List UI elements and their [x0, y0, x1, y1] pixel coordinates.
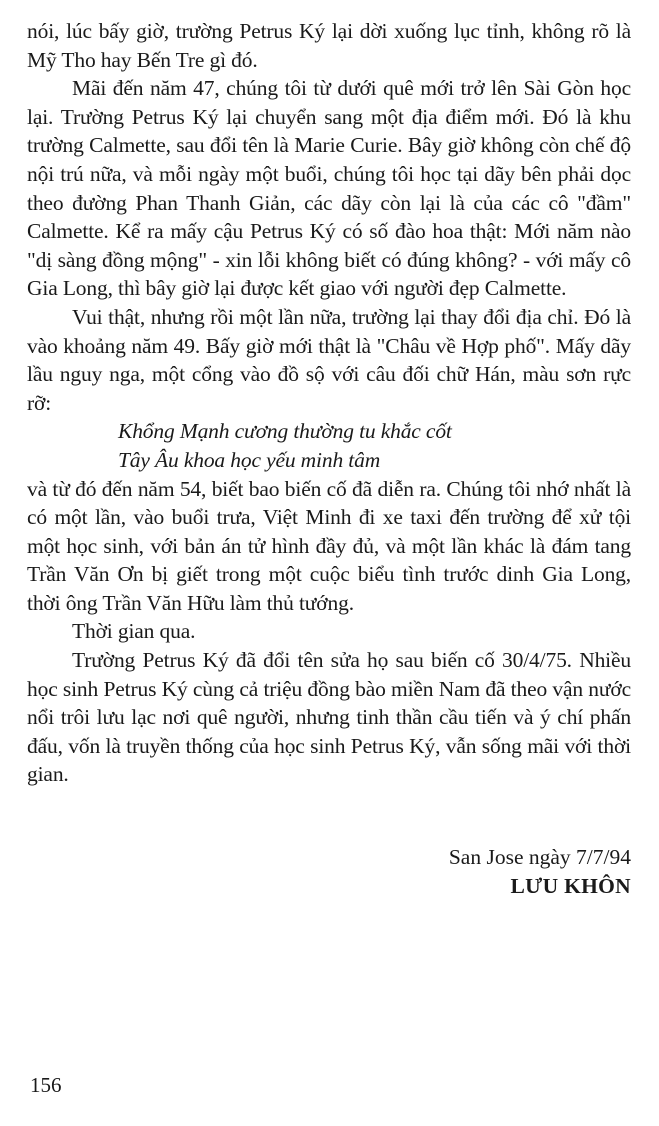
paragraph: Trường Petrus Ký đã đổi tên sửa họ sau biến cố 30/4/75. Nhiều học sinh Petrus Ký cùng cả triệu đồng bào miền Nam đã theo vận nước nổi trôi lưu lạc nơi quê người, nhưng tinh thần cầu tiến và ý chí phấn đấu, vốn là truyền thống của học sinh Petrus Ký, vẫn sống mãi với thời gian. [27, 648, 631, 787]
paragraph: Vui thật, nhưng rồi một lần nữa, trường lại thay đổi địa chỉ. Đó là vào khoảng năm 49. Bấy giờ mới thật là "Châu về Hợp phố". Mấy dãy lầu nguy nga, một cổng vào đồ sộ với câu đối chữ Hán, màu sơn rực rỡ: [27, 304, 631, 415]
page-number: 156 [30, 1073, 62, 1097]
page-body [27, 17, 631, 789]
signature-author: LƯU KHÔN [510, 873, 631, 898]
couplet-line: Tây Âu khoa học yếu minh tâm [118, 447, 381, 472]
couplet-line: Khổng Mạnh cương thường tu khắc cốt [118, 419, 452, 444]
paragraph: Mãi đến năm 47, chúng tôi từ dưới quê mới trở lên Sài Gòn học lại. Trường Petrus Ký lại chuyển sang một địa điểm mới. Đó là khu trường Calmette, sau đổi tên là Marie Curie. Bây giờ không còn chế độ nội trú nữa, và mỗi ngày một buổi, chúng tôi học tại dãy bên phải dọc theo đường Phan Thanh Giản, các dãy còn lại là của các cô "đầm" Calmette. Kể ra mấy cậu Petrus Ký có số đào hoa thật: Mới năm nào "dị sàng đồng mộng" - xin lỗi không biết có đúng không? - với mấy cô Gia Long, thì bây giờ lại được kết giao với người đẹp Calmette. [27, 76, 631, 301]
paragraph: và từ đó đến năm 54, biết bao biến cố đã diễn ra. Chúng tôi nhớ nhất là có một lần, vào buổi trưa, Việt Minh đi xe taxi đến trường để xử tội một học sinh, với bản án tử hình đầy đủ, và một lần khác là đám tang Trần Văn Ơn bị giết trong một cuộc biểu tình trước dinh Gia Long, thời ông Trần Văn Hữu làm thủ tướng. [27, 476, 631, 615]
signature-place-date: San Jose ngày 7/7/94 [448, 845, 631, 869]
paragraph: Thời gian qua. [72, 619, 196, 644]
paragraph: nói, lúc bấy giờ, trường Petrus Ký lại dời xuống lục tỉnh, không rõ là Mỹ Tho hay Bến Tre gì đó. [27, 19, 631, 72]
signature-block [449, 843, 631, 900]
